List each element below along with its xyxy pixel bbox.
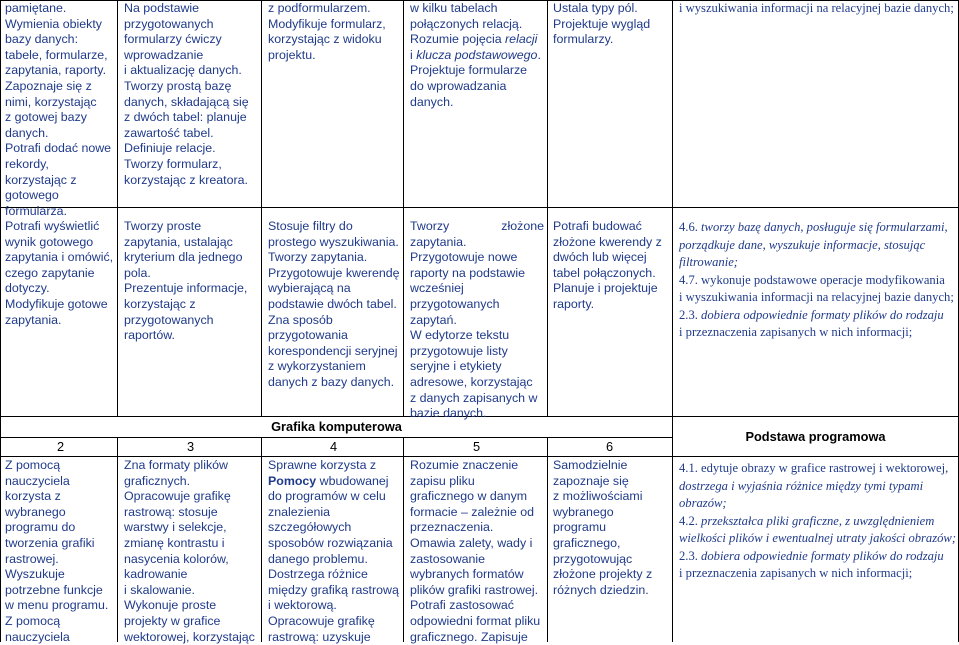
row-divider bbox=[0, 456, 959, 457]
col-border bbox=[672, 0, 673, 642]
row3-cell-col3: Sprawne korzysta z Pomocy wbudowanej do programów w celu znalezienia szczegółowych sposobów rozwiązania danego problemu. Dostrzega różnice między grafiką rastrową i wektorową. Opracowuje grafikę rastrową: uzyskuje bbox=[268, 458, 399, 644]
row1-cell-col3: z podformularzem. Modyfikuje formularz, korzystając z widoku projektu. bbox=[268, 1, 386, 62]
row2-cell-col4: Tworzy złożone zapytania. Przygotowuje nowe raporty na podstawie wcześniej przygotowanych zapytań. W edytorze tekstu przygotowuje listy seryjne i etykiety adresowe, korzystając z danych zapisanych w bazie danych. bbox=[410, 219, 544, 421]
col-border bbox=[261, 0, 262, 416]
row1-cell-col1: pamiętane. Wymienia obiekty bazy danych: tabele, formularze, zapytania, raporty. Zapoznaje się z nimi, korzystając z gotowej bazy danych. Potrafi dodać nowe rekordy, korzystając z gotowego formularza. bbox=[5, 1, 112, 218]
col-border bbox=[403, 0, 404, 416]
column-number-4: 4 bbox=[330, 439, 338, 454]
row1-cell-col6: i wyszukiwania informacji na relacyjnej bazie danych; bbox=[679, 1, 954, 15]
row3-cell-col5: Samodzielnie zapoznaje się z możliwościami wybranego programu graficznego, przygotowując złożone projekty z różnych dziedzin. bbox=[553, 458, 653, 597]
row2-cell-col1: Potrafi wyświetlić wynik gotowego zapytania i omówić, czego zapytanie dotyczy. Modyfikuje gotowe zapytania. bbox=[5, 219, 114, 327]
section-title: Grafika komputerowa bbox=[271, 419, 402, 434]
col-border bbox=[547, 437, 548, 642]
col-border bbox=[403, 437, 404, 642]
row2-cell-col6: 4.6. tworzy bazę danych, posługuje się formularzami, porządkuje dane, wyszukuje informacje, stosując filtrowanie; 4.7. wykonuje podstawowe operacje modyfikowania i wyszukiwania informacji na relacyjnej bazie danych; 2.3. dobiera odpowiednie formaty plików do rodzaju i przeznaczenia zapisanych w nich informacji; bbox=[679, 220, 954, 339]
col-border bbox=[261, 437, 262, 642]
row2-cell-col3: Stosuje filtry do prostego wyszukiwania. Tworzy zapytania. Przygotowuje kwerendę wybierającą na podstawie dwóch tabel. Zna sposób przygotowania korespondencji seryjnej z wykorzystaniem danych z bazy danych. bbox=[268, 219, 400, 389]
col-border bbox=[547, 0, 548, 416]
podstawa-programowa-header: Podstawa programowa bbox=[745, 429, 886, 444]
col-border bbox=[117, 437, 118, 642]
row1-cell-col4: w kilku tabelach połączonych relacją. Rozumie pojęcia relacji i klucza podstawowego. Projektuje formularze do wprowadzania danych. bbox=[410, 1, 541, 109]
col-border bbox=[0, 0, 1, 642]
col-border bbox=[117, 0, 118, 416]
column-number-2: 2 bbox=[57, 439, 65, 454]
row1-cell-col5: Ustala typy pól. Projektuje wygląd formularzy. bbox=[553, 1, 651, 47]
row1-cell-col2: Na podstawie przygotowanych formularzy ćwiczy wprowadzanie i aktualizację danych. Tworzy prostą bazę danych, składającą się z dwóch tabel: planuje zawartość tabel. Definiuje relacje. Tworzy formularz, korzystając z kreatora. bbox=[124, 1, 249, 187]
row-divider bbox=[0, 207, 959, 208]
row-divider bbox=[0, 437, 673, 438]
row2-cell-col5: Potrafi budować złożone kwerendy z dwóch lub więcej tabel połączonych. Planuje i projektuje raporty. bbox=[553, 219, 662, 311]
column-number-5: 5 bbox=[473, 439, 481, 454]
column-number-6: 6 bbox=[606, 439, 614, 454]
row3-cell-col6: 4.1. edytuje obrazy w grafice rastrowej i wektorowej, dostrzega i wyjaśnia różnice między tymi typami obrazów; 4.2. przekształca pliki graficzne, z uwzględnieniem wielkości plików i ewentualnej utraty jakości obrazów; 2.3. dobiera odpowiednie formaty plików do rodzaju i przeznaczenia zapisanych w nich informacji; bbox=[679, 461, 957, 580]
row3-cell-col1: Z pomocą nauczyciela korzysta z wybranego programu do tworzenia grafiki rastrowej. Wyszukuje potrzebne funkcje w menu programu. Z pomocą nauczyciela bbox=[5, 458, 109, 644]
row3-cell-col4: Rozumie znaczenie zapisu pliku graficznego w danym formacie – zależnie od przeznaczenia. Omawia zalety, wady i zastosowanie wybranych formatów plików grafiki rastrowej. Potrafi zastosować odpowiedni format pliku graficznego. Zapisuje bbox=[410, 458, 541, 644]
column-number-3: 3 bbox=[187, 439, 195, 454]
row3-cell-col2: Zna formaty plików graficznych. Opracowuje grafikę rastrową: stosuje warstwy i selekcje, zmianę kontrastu i nasycenia kolorów, kadrowanie i skalowanie. Wykonuje proste projekty w grafice wektorowej, korzystając bbox=[124, 458, 255, 644]
row2-cell-col2: Tworzy proste zapytania, ustalając kryterium dla jednego pola. Prezentuje informacje, korzystając z przygotowanych raportów. bbox=[124, 219, 248, 343]
